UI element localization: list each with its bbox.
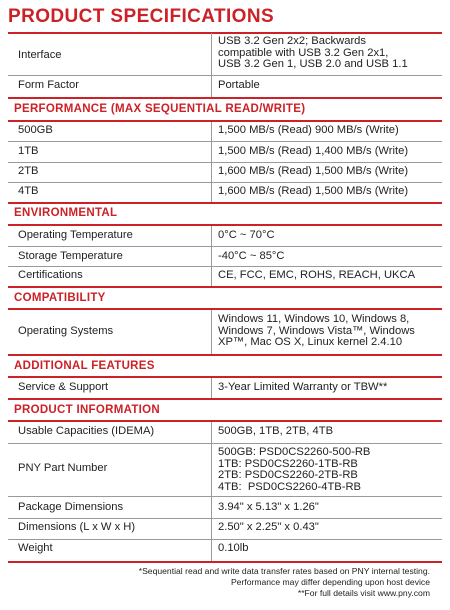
spec-label: 4TB (18, 185, 39, 197)
section-heading-performance: PERFORMANCE (MAX SEQUENTIAL READ/WRITE) (14, 103, 306, 115)
column-divider (211, 309, 212, 354)
section-heading-environmental: ENVIRONMENTAL (14, 207, 118, 219)
spec-value: Windows 11, Windows 10, Windows 8, Windows 7, Windows Vista™, Windows XP™, Mac OS X, Linux kernel 2.4.10 (218, 313, 415, 348)
spec-value: 1,600 MB/s (Read) 1,500 MB/s (Write) (218, 185, 409, 197)
spec-label: 2TB (18, 165, 39, 177)
spec-value: 1,500 MB/s (Read) 1,400 MB/s (Write) (218, 145, 409, 157)
section-rule (8, 354, 442, 356)
row-divider (8, 182, 442, 183)
table-bottom-rule (8, 561, 442, 563)
spec-value: CE, FCC, EMC, ROHS, REACH, UKCA (218, 269, 416, 281)
section-rule (8, 224, 442, 226)
spec-value: 1,600 MB/s (Read) 1,500 MB/s (Write) (218, 165, 409, 177)
row-divider (8, 539, 442, 540)
row-divider (8, 246, 442, 247)
spec-label: Weight (18, 542, 53, 554)
section-rule (8, 376, 442, 378)
page-title: PRODUCT SPECIFICATIONS (8, 6, 275, 27)
column-divider (211, 33, 212, 97)
column-divider (211, 377, 212, 398)
title-rule (8, 32, 442, 34)
spec-value: 500GB: PSD0CS2260-500-RB 1TB: PSD0CS2260-1TB-RB 2TB: PSD0CS2260-2TB-RB 4TB: PSD0CS2260-4TB-RB (218, 446, 371, 493)
footnote: Performance may differ depending upon host device (230, 577, 430, 587)
spec-label: 1TB (18, 145, 39, 157)
spec-label: Operating Temperature (18, 229, 133, 241)
row-divider (8, 141, 442, 142)
spec-value: 500GB, 1TB, 2TB, 4TB (218, 425, 334, 437)
section-rule (8, 202, 442, 204)
spec-value: 1,500 MB/s (Read) 900 MB/s (Write) (218, 124, 399, 136)
spec-label: Storage Temperature (18, 250, 123, 262)
row-divider (8, 496, 442, 497)
spec-label: Form Factor (18, 79, 79, 91)
column-divider (211, 225, 212, 286)
spec-value: 0.10lb (218, 542, 249, 554)
spec-label: Operating Systems (18, 325, 114, 337)
spec-label: Usable Capacities (IDEMA) (18, 425, 155, 437)
spec-value: -40°C ~ 85°C (218, 250, 285, 262)
spec-value: Portable (218, 79, 260, 91)
section-rule (8, 398, 442, 400)
section-rule (8, 308, 442, 310)
section-rule (8, 420, 442, 422)
spec-label: Certifications (18, 269, 83, 281)
row-divider (8, 266, 442, 267)
section-rule (8, 286, 442, 288)
spec-value: 3-Year Limited Warranty or TBW** (218, 381, 388, 393)
spec-value: USB 3.2 Gen 2x2; Backwards compatible with USB 3.2 Gen 2x1, USB 3.2 Gen 1, USB 2.0 and USB 1.1 (218, 35, 408, 70)
spec-label: Dimensions (L x W x H) (18, 521, 136, 533)
spec-value: 3.94" x 5.13" x 1.26" (218, 501, 319, 513)
section-heading-product-information: PRODUCT INFORMATION (14, 404, 161, 416)
spec-value: 2.50" x 2.25" x 0.43" (218, 521, 319, 533)
section-heading-compatibility: COMPATIBILITY (14, 292, 106, 304)
row-divider (8, 443, 442, 444)
section-rule (8, 120, 442, 122)
spec-label: PNY Part Number (18, 462, 108, 474)
spec-label: Service & Support (18, 381, 109, 393)
row-divider (8, 75, 442, 76)
spec-value: 0°C ~ 70°C (218, 229, 275, 241)
spec-label: Interface (18, 49, 62, 61)
section-rule (8, 97, 442, 99)
row-divider (8, 518, 442, 519)
row-divider (8, 162, 442, 163)
spec-label: Package Dimensions (18, 501, 124, 513)
section-heading-additional-features: ADDITIONAL FEATURES (14, 360, 155, 372)
footnote: *Sequential read and write data transfer rates based on PNY internal testing. (138, 566, 430, 576)
footnote: **For full details visit www.pny.com (297, 588, 430, 598)
spec-label: 500GB (18, 124, 53, 136)
